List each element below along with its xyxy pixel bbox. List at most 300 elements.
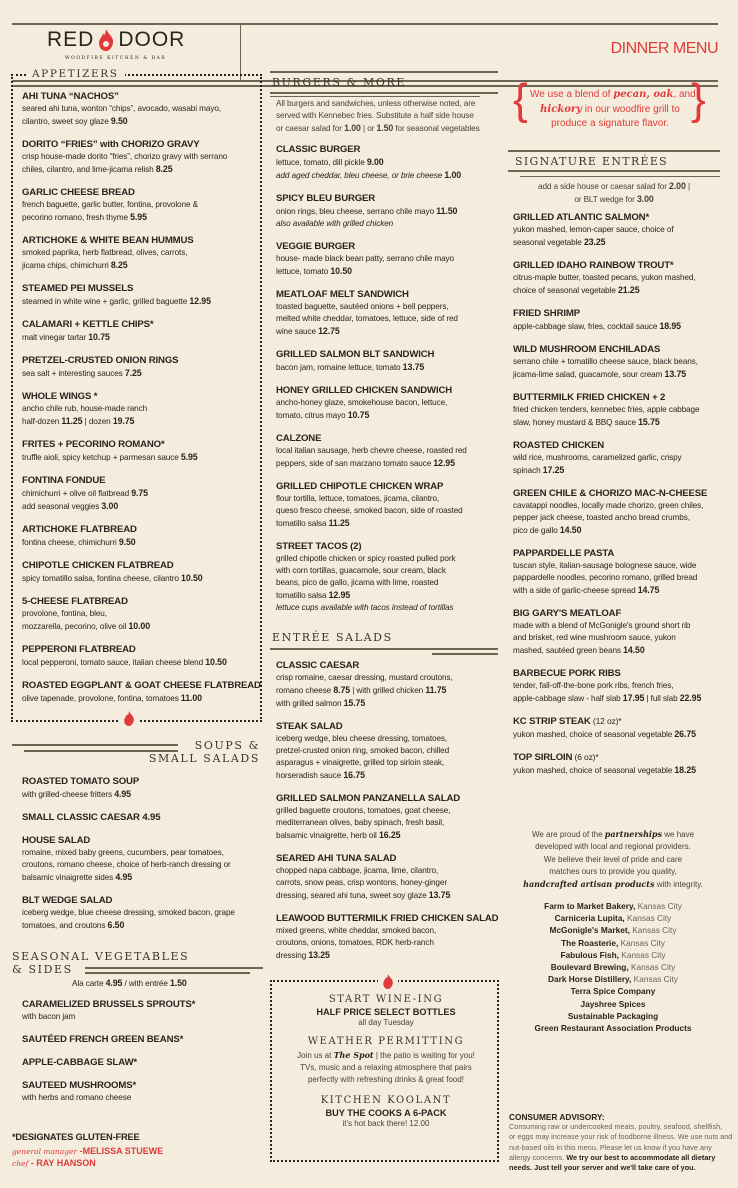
item-name: [276, 432, 498, 445]
item-description: beans, pico de gallo, jicama with lime, roasted: [276, 578, 439, 587]
item-description: [508, 193, 720, 206]
menu-item: [513, 487, 725, 537]
supplier-location: Kansas City: [624, 913, 672, 924]
partners-script: handcrafted artisan products: [523, 879, 655, 890]
item-name: [22, 1033, 262, 1046]
item-name-text: BLT WEDGE SALAD: [22, 895, 113, 906]
item-name: [276, 480, 498, 493]
item-name: [513, 439, 725, 452]
item-description: [513, 728, 725, 741]
burgers-title: BURGERS & MORE: [272, 76, 407, 89]
partners-line: developed with local and regional providers.: [535, 842, 691, 852]
item-name: [22, 186, 257, 199]
partners-line: we have: [662, 830, 695, 839]
desc-text: for seasonal vegetables: [393, 124, 480, 133]
advisory-title: CONSUMER ADVISORY:: [509, 1112, 605, 1122]
menu-item: [513, 667, 725, 705]
item-description: tuscan style, italian-sausage bolognese sauce, wide: [513, 561, 697, 570]
menu-item: [22, 474, 257, 513]
menu-item: [276, 288, 498, 338]
price: 11.75: [425, 685, 447, 695]
menu-item: [513, 715, 725, 741]
menu-item: [22, 282, 257, 308]
gm-label: general manager: [12, 1147, 78, 1156]
burgers-intro: [276, 98, 480, 135]
item-description: melted white cheddar, tomatoes, lettuce, side of red: [276, 314, 458, 323]
menu-item: [513, 211, 725, 249]
desc-text: mozzarella, pecorino, olive oil: [22, 622, 129, 631]
item-name-text: ARTICHOKE FLATBREAD: [22, 524, 137, 535]
menu-item: [22, 138, 257, 176]
price: 3.00: [101, 501, 119, 511]
item-description: [22, 656, 257, 669]
menu-item: [22, 390, 257, 428]
rule: [85, 972, 250, 974]
item-description: [22, 163, 257, 176]
item-name: [22, 354, 257, 367]
weather-title: WEATHER PERMITTING: [307, 1036, 465, 1047]
desc-text: truffle aioli, spicy ketchup + parmesan sauce: [22, 453, 181, 462]
menu-item: [513, 439, 725, 477]
price: 18.95: [659, 321, 681, 331]
supplier-name: Farm to Market Bakery,: [544, 901, 636, 911]
item-name-text: LEAWOOD BUTTERMILK FRIED CHICKEN SALAD: [276, 913, 499, 924]
item-name-text: TOP SIRLOIN: [513, 752, 573, 763]
menu-item: [22, 834, 262, 884]
supplier: [508, 924, 718, 936]
item-name: [22, 138, 257, 151]
soups-list: [22, 775, 262, 942]
desc-text: olive tapenade, provolone, fontina, tomatoes: [22, 694, 181, 703]
salads-title: ENTRÉE SALADS: [272, 631, 393, 644]
item-name: [513, 547, 725, 560]
desc-text: onion rings, bleu cheese, serrano chile mayo: [276, 207, 437, 216]
partners-line: matches ours to provide you quality,: [549, 866, 677, 876]
item-name: [22, 1079, 262, 1092]
desc-text: wine sauce: [276, 327, 319, 336]
price: 9.75: [131, 488, 148, 498]
desc-text: fontina cheese, chimichurri: [22, 538, 119, 547]
rule: [432, 653, 498, 655]
price: 5.95: [180, 452, 198, 462]
item-name: [513, 607, 725, 620]
item-name-text: BUTTERMILK FRIED CHICKEN + 2: [513, 392, 666, 403]
desc-text: pecorino romano, fresh thyme: [22, 213, 131, 222]
weather-text-3: TVs, music and a relaxing atmosphere that pairs: [300, 1063, 472, 1072]
item-name-text: CHIPOTLE CHICKEN FLATBREAD: [22, 560, 174, 571]
item-description: [276, 889, 498, 902]
item-name-text: WHOLE WINGS *: [22, 391, 98, 402]
rule: [520, 176, 720, 177]
desc-text: romano cheese: [276, 686, 334, 695]
rule: [270, 71, 498, 73]
item-description: [22, 620, 257, 633]
item-name: [22, 894, 262, 907]
price: 15.75: [343, 698, 366, 708]
item-name-text: ROASTED CHICKEN: [513, 440, 605, 451]
item-name-text: FRITES + PECORINO ROMANO*: [22, 439, 165, 450]
price: 17.25: [542, 465, 565, 475]
item-description: [508, 180, 720, 193]
desc-text: add seasonal veggies: [22, 502, 102, 511]
signature-note: [508, 180, 720, 206]
brace-left: {: [513, 75, 528, 124]
desc-text: |: [685, 182, 690, 191]
item-description: [22, 415, 257, 428]
menu-item: [22, 894, 262, 932]
price: 1.50: [376, 123, 394, 133]
supplier-name: Dark Horse Distillery,: [548, 974, 632, 985]
desc-text: malt vinegar tartar: [22, 333, 89, 342]
item-name-text: VEGGIE BURGER: [276, 241, 356, 252]
wine-sub: all day Tuesday: [358, 1018, 414, 1027]
sides-pricing: [72, 977, 187, 990]
item-description: toasted baguette, sautéed onions + bell peppers,: [276, 302, 449, 311]
item-description: [22, 572, 257, 585]
item-name-text: 5-CHEESE FLATBREAD: [22, 596, 128, 607]
price: 1.50: [169, 978, 187, 988]
desc-text: sea salt + interesting sauces: [22, 369, 125, 378]
menu-item: [276, 540, 498, 614]
item-size: (12 oz)*: [590, 716, 622, 726]
item-description: [276, 589, 498, 602]
item-description: local italian sausage, herb chevre cheese, roasted red: [276, 446, 467, 455]
item-description: grilled baguette croutons, tomatoes, goat cheese,: [276, 806, 451, 815]
item-name-text: BARBECUE PORK RIBS: [513, 668, 621, 679]
woodfire-hickory: hickory: [540, 103, 582, 115]
desc-text: half-dozen: [22, 417, 62, 426]
advisory-bold: We try our best to accommodate all dietary: [566, 1152, 716, 1162]
supplier: [508, 973, 718, 985]
menu-item: [22, 438, 257, 464]
item-name-text: CARAMELIZED BRUSSELS SPROUTS*: [22, 999, 196, 1010]
item-description: cavatappi noodles, locally made chorizo, green chiles,: [513, 501, 704, 510]
desc-text: or BLT wedge for: [574, 195, 637, 204]
item-name: [22, 474, 257, 487]
desc-text: tomato, citrus mayo: [276, 411, 348, 420]
item-name-text: PRETZEL-CRUSTED ONION RINGS: [22, 355, 179, 366]
item-name: [276, 288, 498, 301]
partners-text: [508, 828, 718, 891]
supplier-name: Sustainable Packaging: [567, 1010, 659, 1021]
item-name-text: GRILLED ATLANTIC SALMON*: [513, 212, 650, 223]
item-name: [276, 720, 498, 733]
price: 10.50: [330, 266, 352, 276]
advisory-line: nut-based oils in this menu. Please let us know if you have any: [509, 1142, 712, 1152]
supplier-name: Terra Spice Company: [570, 986, 656, 997]
item-name-text: ROASTED TOMATO SOUP: [22, 776, 140, 787]
menu-item: [276, 240, 498, 278]
item-name: [22, 282, 257, 295]
desc-text: peppers, side of san marzano tomato sauce: [276, 459, 434, 468]
desc-text: dressing, seared ahi tuna, sweet soy glaze: [276, 891, 429, 900]
item-description: pretzel-crusted onion ring, smoked bacon, chilled: [276, 746, 450, 755]
logo-subtitle: WOODFIRE KITCHEN & BAR: [65, 56, 167, 61]
desc-text: yukon mashed, choice of seasonal vegetable: [513, 730, 675, 739]
chef-name: - RAY HANSON: [30, 1158, 96, 1168]
price: 26.75: [674, 729, 696, 739]
desc-text: with grilled-cheese fritters: [22, 790, 115, 799]
item-description: wild rice, mushrooms, caramelized garlic, crispy: [513, 453, 682, 462]
item-description: [276, 122, 480, 135]
price: 12.95: [433, 458, 455, 468]
item-description: [276, 457, 498, 470]
item-description: pappardelle noodles, pecorino romano, grilled bread: [513, 573, 698, 582]
item-description: french baguette, garlic butter, fontina, provolone &: [22, 200, 198, 209]
logo-text-door: DOOR: [118, 28, 186, 51]
desc-text: seasonal vegetable: [513, 238, 584, 247]
item-description: carrots, snow peas, crisp wontons, honey-ginger: [276, 878, 447, 887]
rule: [270, 648, 498, 650]
general-manager: [12, 1146, 163, 1156]
item-name: [22, 559, 257, 572]
desc-text: chimichurri + olive oil flatbread: [22, 489, 132, 498]
menu-item: [22, 318, 257, 344]
menu-item: [276, 432, 498, 470]
item-description: [22, 692, 257, 705]
menu-title: DINNER MENU: [610, 40, 718, 57]
menu-item: [276, 480, 498, 530]
item-name: [276, 912, 498, 925]
item-name-text: CLASSIC BURGER: [276, 144, 361, 155]
woodfire-text: in our woodfire grill to: [582, 103, 680, 115]
item-name: [513, 487, 725, 500]
item-description: [276, 156, 498, 169]
price: 8.75: [333, 685, 351, 695]
item-name: [22, 679, 261, 692]
item-name-text: CALAMARI + KETTLE CHIPS*: [22, 319, 154, 330]
item-description: [22, 331, 257, 344]
item-description: with bacon jam: [22, 1012, 76, 1021]
desc-text: tomatillo salsa: [276, 591, 329, 600]
item-name-text: SAUTÉED FRENCH GREEN BEANS*: [22, 1034, 184, 1045]
sides-title-1: SEASONAL VEGETABLES: [12, 950, 190, 963]
desc-text: | full slab: [644, 694, 680, 703]
item-description: chopped napa cabbage, jicama, lime, cilantro,: [276, 866, 439, 875]
item-description: mediterranean olives, baby spinach, fresh basil,: [276, 818, 445, 827]
menu-item: [22, 559, 257, 585]
header-top-rule: [12, 23, 718, 25]
chef-label: chef: [12, 1159, 29, 1168]
rule: [508, 170, 720, 172]
supplier: [508, 949, 718, 961]
price: 9.50: [110, 116, 128, 126]
item-name: [22, 775, 262, 788]
menu-item: [513, 307, 725, 333]
rule: [270, 92, 498, 94]
price: 10.00: [128, 621, 150, 631]
menu-item: [22, 1079, 262, 1104]
item-name: [276, 192, 498, 205]
salads-list: [276, 659, 498, 972]
menu-item: [22, 811, 262, 824]
item-description: [22, 919, 262, 932]
item-description: provolone, fontina, bleu,: [22, 609, 107, 618]
desc-text: add a side house or caesar salad for: [538, 182, 670, 191]
item-description: [276, 684, 498, 697]
desc-text: balsamic vinaigrette sides: [22, 873, 116, 882]
menu-item: [276, 792, 498, 842]
burgers-list: [276, 143, 498, 624]
desc-text: or caesar salad for: [276, 124, 345, 133]
suppliers-list: [508, 900, 718, 1034]
advisory-line: allergy concerns.: [509, 1152, 567, 1162]
signature-list: [513, 211, 725, 787]
menu-item: [22, 595, 257, 633]
item-description: iceberg wedge, bleu cheese dressing, tomatoes,: [276, 734, 448, 743]
item-description: crisp romaine, caesar dressing, mustard croutons,: [276, 673, 453, 682]
price: 10.75: [88, 332, 110, 342]
menu-item: [22, 679, 261, 705]
item-name-text: GREEN CHILE & CHORIZO MAC-N-CHEESE: [513, 488, 708, 499]
supplier: [508, 937, 718, 949]
desc-text: pico de gallo: [513, 526, 560, 535]
brace-right: }: [691, 75, 706, 124]
item-description: [513, 236, 725, 249]
item-description: [22, 211, 257, 224]
price: 18.25: [674, 765, 696, 775]
item-description: [513, 368, 725, 381]
weather-text-4: perfectly with refreshing drinks & great food!: [307, 1075, 465, 1084]
item-name: [276, 540, 498, 553]
item-description: [513, 524, 725, 537]
price: 15.75: [638, 417, 660, 427]
price: 8.25: [110, 260, 128, 270]
desc-text: apple-cabbage slaw, fries, cocktail sauce: [513, 322, 660, 331]
desc-text: add aged cheddar, bleu cheese, or brie cheese: [276, 171, 445, 180]
item-description: [276, 602, 498, 614]
item-name-text: HONEY GRILLED CHICKEN SANDWICH: [276, 385, 453, 396]
price: 23.25: [583, 237, 606, 247]
price: 22.95: [679, 693, 702, 703]
desc-text: apple-cabbage slaw - half slab: [513, 694, 623, 703]
item-name-text: SEARED AHI TUNA SALAD: [276, 853, 397, 864]
woodfire-blurb: [530, 88, 696, 132]
header-divider: [240, 23, 241, 81]
item-name: [513, 751, 725, 764]
item-name-text: GRILLED SALMON PANZANELLA SALAD: [276, 793, 461, 804]
desc-text: yukon mashed, choice of seasonal vegetable: [513, 766, 675, 775]
price: 17.95: [622, 693, 645, 703]
menu-item: [22, 1056, 262, 1069]
price: 11.25: [61, 416, 83, 426]
desc-text: with a side of garlic-cheese spread: [513, 586, 638, 595]
item-description: with herbs and romano cheese: [22, 1093, 132, 1102]
item-name: [276, 240, 498, 253]
menu-item: [276, 348, 498, 374]
price: 13.75: [428, 890, 451, 900]
price: 10.50: [205, 657, 227, 667]
price: 13.25: [308, 950, 330, 960]
supplier-location: Kansas City: [618, 949, 666, 960]
item-name: [22, 438, 257, 451]
item-name: [513, 343, 725, 356]
consumer-advisory: [509, 1112, 732, 1173]
item-description: [276, 697, 498, 710]
item-description: queso fresco cheese, smoked bacon, side of roasted: [276, 506, 463, 515]
flame-icon: [378, 974, 398, 989]
item-description: [22, 536, 257, 549]
sides-list: [22, 998, 262, 1114]
price: 1.00: [344, 123, 361, 133]
desc-text: local pepperoni, tomato sauce, italian cheese blend: [22, 658, 206, 667]
item-name-text: AHI TUNA “NACHOS”: [22, 91, 119, 102]
weather-text: [272, 1049, 500, 1086]
item-description: [513, 644, 725, 657]
wine-title: START WINE-ING: [328, 994, 444, 1005]
item-name: [22, 1056, 262, 1069]
supplier-name: Fabulous Fish,: [560, 949, 619, 960]
item-description: with corn tortillas, guacamole, sour cream, black: [276, 566, 446, 575]
item-description: [22, 115, 257, 128]
woodfire-pecan-oak: pecan, oak: [613, 89, 674, 100]
item-name-text: PAPPARDELLE PASTA: [513, 548, 615, 559]
item-name: [22, 234, 257, 247]
item-description: [22, 487, 257, 500]
desc-text: tomatillo salsa: [276, 519, 329, 528]
desc-text: mashed, sautéed green beans: [513, 646, 624, 655]
menu-item: [276, 852, 498, 902]
item-description: croutons, romano cheese, choice of herb-ranch dressing or: [22, 860, 231, 869]
item-name-text: CLASSIC CAESAR: [276, 660, 360, 671]
item-description: fried chicken tenders, kennebec fries, apple cabbage: [513, 405, 700, 414]
item-description: [276, 517, 498, 530]
item-name: [513, 259, 725, 272]
partners-script: partnerships: [604, 829, 663, 839]
item-description: served with Kennebec fries. Substitute a half side house: [276, 111, 474, 120]
item-description: ancho-honey glaze, smokehouse bacon, lettuce,: [276, 398, 448, 407]
menu-item: [276, 659, 498, 710]
item-name: [276, 143, 498, 156]
item-description: [513, 416, 725, 429]
desc-text: balsamic vinaigrette, herb oil: [276, 831, 379, 840]
desc-text: | dozen: [82, 417, 113, 426]
price: 12.75: [318, 326, 340, 336]
item-name: [22, 643, 257, 656]
price: 14.50: [559, 525, 582, 535]
item-name: [276, 852, 498, 865]
price: 14.75: [637, 585, 660, 595]
item-name-text: APPLE-CABBAGE SLAW*: [22, 1057, 137, 1068]
price: 3.00: [636, 194, 654, 204]
woodfire-text: produce a signature flavor.: [551, 118, 669, 129]
item-name-text: SPICY BLEU BURGER: [276, 193, 376, 204]
menu-item: [276, 192, 498, 230]
item-name-text: MEATLOAF MELT SANDWICH: [276, 289, 409, 300]
desc-text: chiles, cilantro, and lime-jicama relish: [22, 165, 156, 174]
price: 8.25: [155, 164, 173, 174]
price: 13.75: [664, 369, 687, 379]
item-name: [22, 834, 262, 847]
menu-item: [513, 343, 725, 381]
item-description: serrano chile + tomatillo cheese sauce, black beans,: [513, 357, 698, 366]
soups-title-2: SMALL SALADS: [148, 752, 260, 765]
item-name-text: ARTICHOKE & WHITE BEAN HUMMUS: [22, 235, 194, 246]
item-name: [513, 391, 725, 404]
menu-item: [22, 1033, 262, 1046]
supplier-location: Kansas City: [635, 901, 682, 911]
rule: [270, 96, 480, 97]
item-description: and brisket, red wine mushroom sauce, yukon: [513, 633, 676, 642]
menu-item: [22, 643, 257, 669]
desc-text: steamed in white wine + garlic, grilled baguette: [22, 297, 190, 306]
item-description: [513, 584, 725, 597]
price: 12.95: [189, 296, 211, 306]
menu-item: [22, 998, 262, 1023]
item-description: mixed greens, white cheddar, smoked bacon,: [276, 926, 437, 935]
item-description: [276, 769, 498, 782]
item-name: [22, 595, 257, 608]
